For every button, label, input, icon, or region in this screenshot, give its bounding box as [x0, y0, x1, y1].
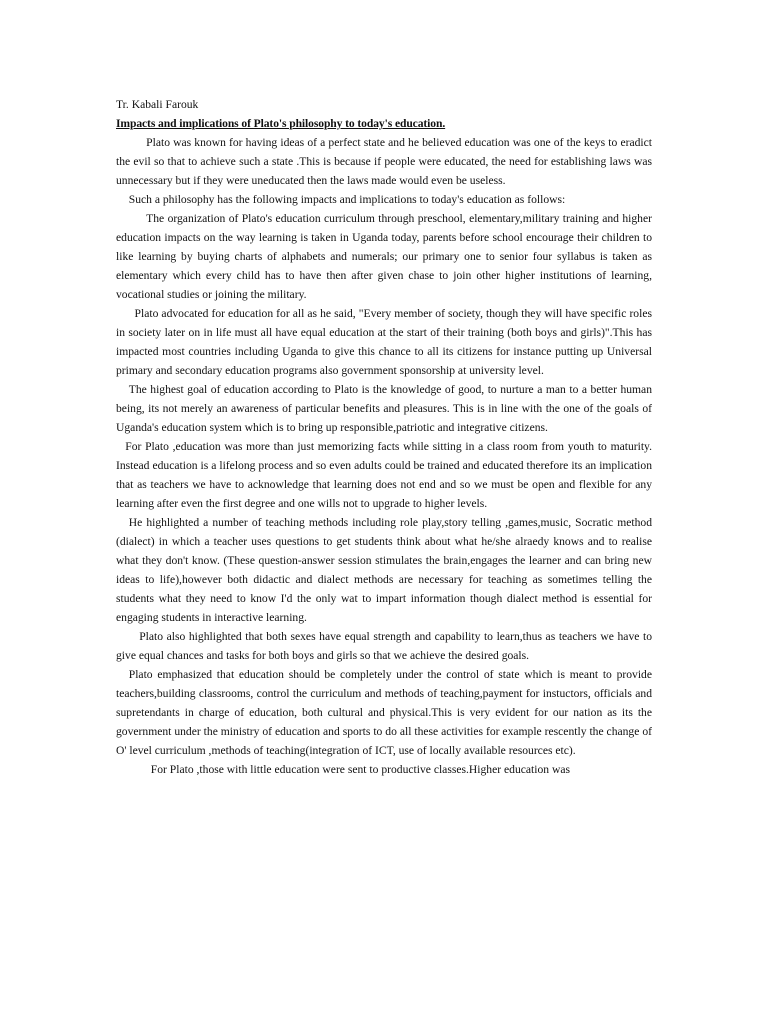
paragraph: He highlighted a number of teaching methods including role play,story telling ,games,music, Socratic method (dialect) in which a teacher uses questions to get students think about what he/she alraedy knows and to realise what they don't know. (These question-answer session stimulates the brain,engages the learner and can bring new ideas to life),however both didactic and dialect methods are necessary for teaching as sometimes telling the students what they need to know I'd the only wat to impart information though dialect method is essential for engaging students in interactive learning.	[116, 516, 652, 624]
paragraph: Plato was known for having ideas of a perfect state and he believed education was one of the keys to eradict the evil so that to achieve such a state .This is because if people were educated, the need for establishing laws was unnecessary but if they were uneducated then the laws made would even be useless.	[116, 136, 652, 187]
paragraph-last: For Plato ,those with little education were sent to productive classes.Higher education was	[150, 763, 571, 776]
paragraph: Plato emphasized that education should be completely under the control of state which is meant to provide teachers,building classrooms, control the curriculum and methods of teaching,payment for instuctors, officials and supretendants in charge of education, both cultural and physical.This is very evident for our nation as its the government under the ministry of education and sports to do all these activities for example rescently the change of O' level curriculum ,methods of teaching(integration of ICT, use of locally available resources etc).	[116, 668, 652, 757]
paragraph: For Plato ,education was more than just memorizing facts while sitting in a class room from youth to maturity. Instead education is a lifelong process and so even adults could be trained and educated therefore its an implication that as teachers we have to acknowledge that learning does not end and so we must be open and flexible for any learning after even the first degree and one wills not to upgrade to higher levels.	[116, 440, 652, 510]
author-name: Tr. Kabali Farouk	[116, 98, 199, 111]
paragraph: Plato also highlighted that both sexes have equal strength and capability to learn,thus as teachers we have to give equal chances and tasks for both boys and girls so that we achieve the desired goals.	[116, 630, 652, 662]
document-title: Impacts and implications of Plato's philosophy to today's education.	[116, 117, 446, 130]
paragraph: The organization of Plato's education curriculum through preschool, elementary,military training and higher education impacts on the way learning is taken in Uganda today, parents before school encourage their children to like learning by buying charts of alphabets and numerals; our primary one to senior four syllabus is taken as elementary which every child has to have then after given chase to join other higher institutions of learning, vocational studies or joining the military.	[116, 212, 652, 301]
document-page	[116, 95, 652, 779]
paragraph: Such a philosophy has the following impacts and implications to today's education as follows:	[128, 193, 566, 206]
paragraph: Plato advocated for education for all as he said, "Every member of society, though they will have specific roles in society later on in life must all have equal education at the start of their training (both boys and girls)".This has impacted most countries including Uganda to give this chance to all its citizens for instance putting up Universal primary and secondary education programs also government sponsorship at university level.	[116, 307, 652, 377]
paragraph: The highest goal of education according to Plato is the knowledge of good, to nurture a man to a better human being, its not merely an awareness of particular benefits and pleasures. This is in line with the one of the goals of Uganda's education system which is to bring up responsible,patriotic and integrative citizens.	[116, 383, 652, 434]
